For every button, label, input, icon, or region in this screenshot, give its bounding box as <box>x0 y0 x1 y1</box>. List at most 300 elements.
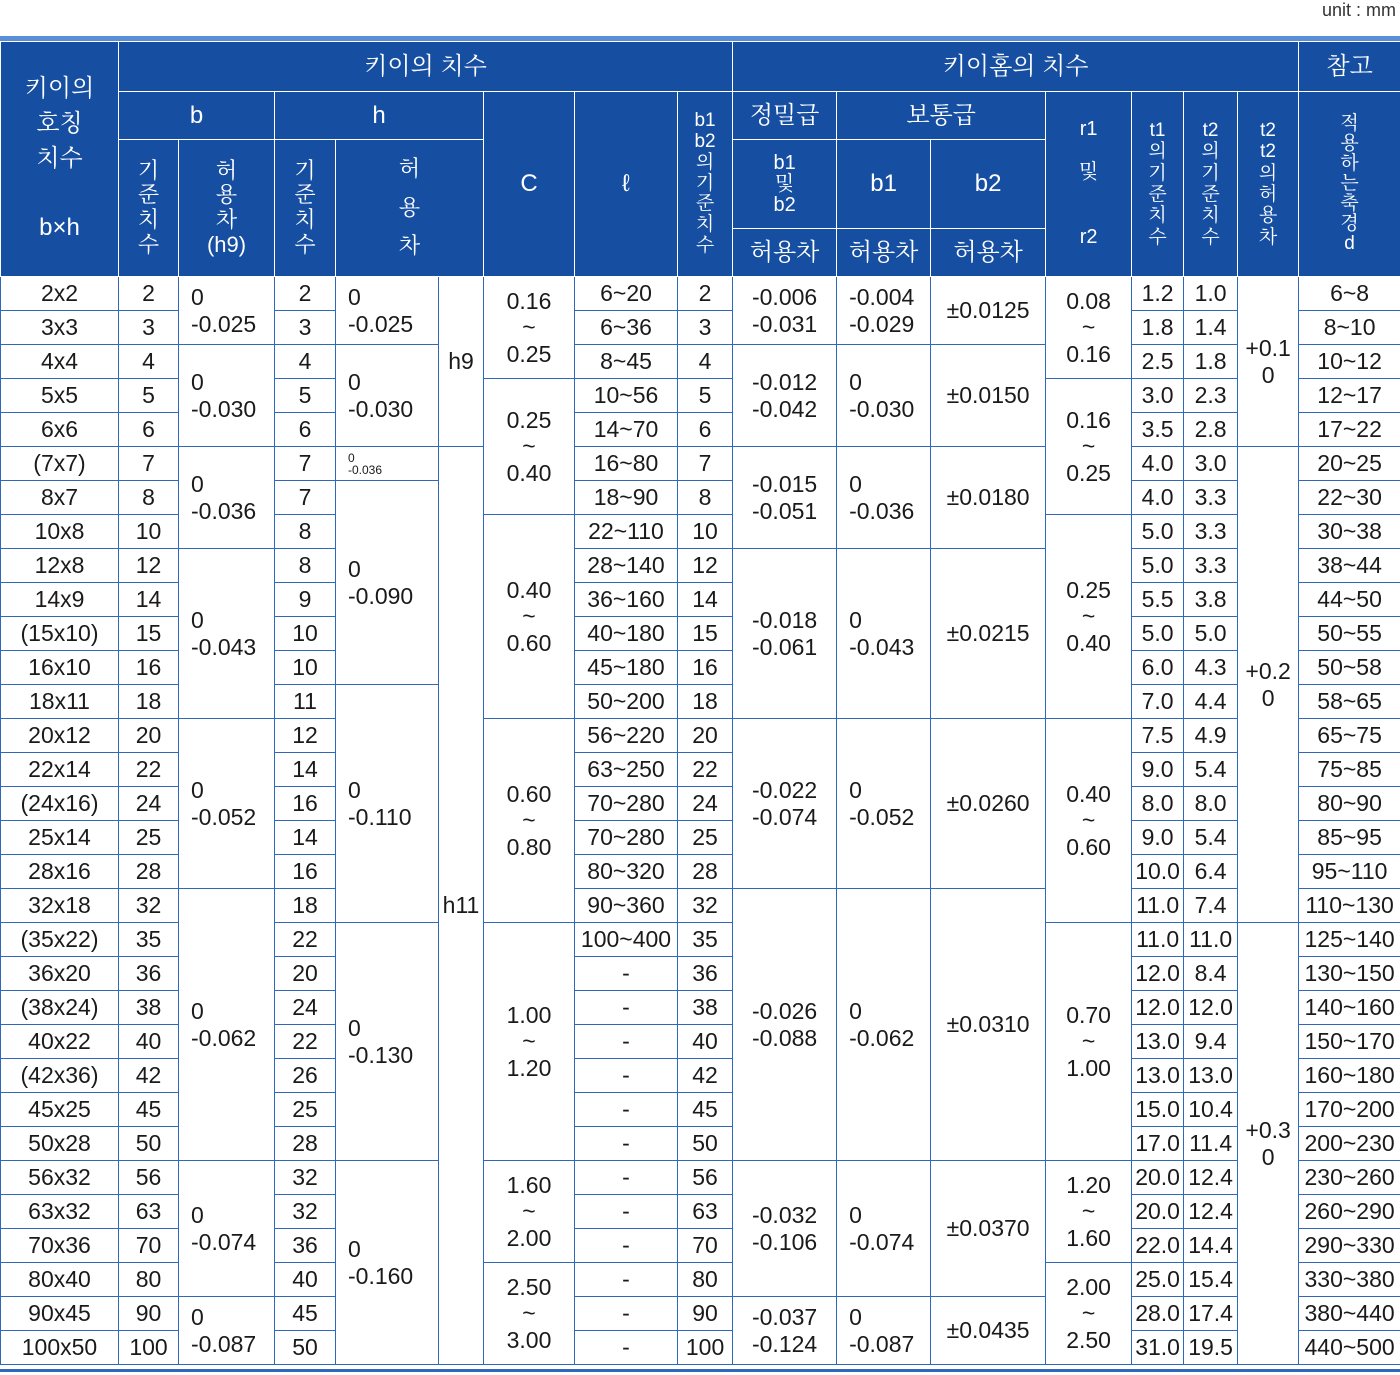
cell-h-base: 14 <box>275 821 336 855</box>
cell-precision-tolerance: -0.018 -0.061 <box>733 549 837 719</box>
cell-key-size: 45x25 <box>1 1093 119 1127</box>
cell-h-class: h9 <box>439 277 484 447</box>
cell-shaft-diameter: 140~160 <box>1299 991 1400 1025</box>
cell-key-size: 100x50 <box>1 1331 119 1365</box>
cell-h-tolerance: 0 -0.030 <box>336 345 439 447</box>
header-normal-b1-sub <box>837 140 931 277</box>
cell-h-tolerance: 0 -0.036 <box>336 447 439 481</box>
cell-t2-base: 19.5 <box>1184 1331 1238 1365</box>
cell-shaft-diameter: 44~50 <box>1299 583 1400 617</box>
cell-length-l: 6~36 <box>575 311 678 345</box>
cell-t2-base: 15.4 <box>1184 1263 1238 1297</box>
cell-b1b2-base: 35 <box>678 923 733 957</box>
cell-b-tolerance: 0 -0.087 <box>179 1297 275 1365</box>
cell-normal-b2-tolerance: ±0.0260 <box>931 719 1046 889</box>
cell-t1-base: 10.0 <box>1132 855 1184 889</box>
cell-length-l: - <box>575 1263 678 1297</box>
cell-radius-r: 0.08 ~ 0.16 <box>1046 277 1132 379</box>
cell-b-base: 7 <box>119 447 179 481</box>
cell-h-base: 18 <box>275 889 336 923</box>
cell-b-base: 16 <box>119 651 179 685</box>
cell-t2-base: 2.8 <box>1184 413 1238 447</box>
cell-t2-base: 12.4 <box>1184 1161 1238 1195</box>
cell-t1-base: 7.0 <box>1132 685 1184 719</box>
cell-precision-tolerance: -0.006 -0.031 <box>733 277 837 345</box>
cell-h-base: 26 <box>275 1059 336 1093</box>
cell-h-base: 11 <box>275 685 336 719</box>
cell-t2-base: 5.4 <box>1184 821 1238 855</box>
cell-b1b2-base: 80 <box>678 1263 733 1297</box>
table-row <box>1 1297 1400 1331</box>
cell-b1b2-base: 42 <box>678 1059 733 1093</box>
cell-h-base: 24 <box>275 991 336 1025</box>
cell-shaft-diameter: 30~38 <box>1299 515 1400 549</box>
cell-b1b2-base: 6 <box>678 413 733 447</box>
cell-b1b2-base: 20 <box>678 719 733 753</box>
cell-precision-tolerance: -0.026 -0.088 <box>733 889 837 1161</box>
cell-b1b2-base: 45 <box>678 1093 733 1127</box>
cell-b1b2-base: 18 <box>678 685 733 719</box>
header-b-base: 기 준 치 수 <box>119 140 179 277</box>
cell-precision-tolerance: -0.012 -0.042 <box>733 345 837 447</box>
cell-t1-base: 4.0 <box>1132 481 1184 515</box>
header-groove-dims: 키이홈의 치수 <box>733 42 1299 92</box>
cell-key-size: 28x16 <box>1 855 119 889</box>
table-row <box>1 345 1400 379</box>
cell-h-tolerance: 0 -0.090 <box>336 481 439 685</box>
cell-key-size: 80x40 <box>1 1263 119 1297</box>
cell-radius-r: 1.20 ~ 1.60 <box>1046 1161 1132 1263</box>
cell-b-base: 38 <box>119 991 179 1025</box>
cell-length-l: 80~320 <box>575 855 678 889</box>
cell-t2-base: 10.4 <box>1184 1093 1238 1127</box>
header-key-dims: 키이의 치수 <box>119 42 733 92</box>
cell-precision-tolerance: -0.032 -0.106 <box>733 1161 837 1297</box>
cell-shaft-diameter: 110~130 <box>1299 889 1400 923</box>
cell-h-base: 50 <box>275 1331 336 1365</box>
cell-b-base: 5 <box>119 379 179 413</box>
cell-t2-base: 1.0 <box>1184 277 1238 311</box>
cell-key-size: (42x36) <box>1 1059 119 1093</box>
cell-b-base: 100 <box>119 1331 179 1365</box>
header-t1-base: t1 의 기 준 치 수 <box>1132 92 1184 277</box>
cell-h-base: 28 <box>275 1127 336 1161</box>
cell-t2-base: 3.0 <box>1184 447 1238 481</box>
cell-shaft-diameter: 38~44 <box>1299 549 1400 583</box>
cell-key-size: 50x28 <box>1 1127 119 1161</box>
cell-b-tolerance: 0 -0.074 <box>179 1161 275 1297</box>
header-normal-b1-tol: 허용차 <box>848 239 919 266</box>
cell-key-size: 40x22 <box>1 1025 119 1059</box>
header-c: C <box>484 92 575 277</box>
cell-chamfer-c: 0.40 ~ 0.60 <box>484 515 575 719</box>
header-b1-and-b2: b1 및 b2 <box>733 140 836 229</box>
cell-b-base: 6 <box>119 413 179 447</box>
cell-t-tolerance: +0.3 0 <box>1238 923 1299 1365</box>
table-body <box>1 277 1400 1365</box>
cell-length-l: 16~80 <box>575 447 678 481</box>
cell-normal-b1-tolerance: 0 -0.074 <box>837 1161 931 1297</box>
cell-h-class: h11 <box>439 447 484 1365</box>
header-r1r2: r1 및 r2 <box>1046 92 1132 277</box>
cell-radius-r: 0.16 ~ 0.25 <box>1046 379 1132 515</box>
cell-length-l: 22~110 <box>575 515 678 549</box>
cell-normal-b2-tolerance: ±0.0215 <box>931 549 1046 719</box>
cell-h-base: 20 <box>275 957 336 991</box>
cell-b-base: 50 <box>119 1127 179 1161</box>
cell-key-size: 2x2 <box>1 277 119 311</box>
cell-b-tolerance: 0 -0.025 <box>179 277 275 345</box>
cell-t1-base: 5.0 <box>1132 515 1184 549</box>
cell-b-tolerance: 0 -0.036 <box>179 447 275 549</box>
cell-h-base: 7 <box>275 481 336 515</box>
cell-t2-base: 4.9 <box>1184 719 1238 753</box>
table-row <box>1 277 1400 311</box>
cell-t1-base: 1.8 <box>1132 311 1184 345</box>
cell-t2-base: 4.4 <box>1184 685 1238 719</box>
cell-b-base: 3 <box>119 311 179 345</box>
cell-key-size: 63x32 <box>1 1195 119 1229</box>
cell-normal-b2-tolerance: ±0.0435 <box>931 1297 1046 1365</box>
cell-length-l: 10~56 <box>575 379 678 413</box>
cell-key-size: (38x24) <box>1 991 119 1025</box>
cell-length-l: - <box>575 1297 678 1331</box>
cell-shaft-diameter: 65~75 <box>1299 719 1400 753</box>
cell-length-l: - <box>575 1229 678 1263</box>
header-h-tol: 허 용 차 <box>336 140 484 277</box>
cell-t1-base: 22.0 <box>1132 1229 1184 1263</box>
cell-b-base: 14 <box>119 583 179 617</box>
cell-h-base: 4 <box>275 345 336 379</box>
cell-chamfer-c: 1.60 ~ 2.00 <box>484 1161 575 1263</box>
cell-h-base: 7 <box>275 447 336 481</box>
cell-t1-base: 11.0 <box>1132 889 1184 923</box>
header-normal: 보통급 <box>837 92 1046 140</box>
cell-h-base: 3 <box>275 311 336 345</box>
cell-normal-b2-tolerance: ±0.0150 <box>931 345 1046 447</box>
cell-normal-b1-tolerance: 0 -0.036 <box>837 447 931 549</box>
cell-key-size: 12x8 <box>1 549 119 583</box>
cell-shaft-diameter: 125~140 <box>1299 923 1400 957</box>
cell-t1-base: 9.0 <box>1132 753 1184 787</box>
cell-b-base: 2 <box>119 277 179 311</box>
cell-shaft-diameter: 150~170 <box>1299 1025 1400 1059</box>
cell-h-base: 40 <box>275 1263 336 1297</box>
cell-b-base: 25 <box>119 821 179 855</box>
cell-t2-base: 6.4 <box>1184 855 1238 889</box>
cell-t1-base: 20.0 <box>1132 1195 1184 1229</box>
cell-b-base: 32 <box>119 889 179 923</box>
cell-chamfer-c: 0.25 ~ 0.40 <box>484 379 575 515</box>
cell-key-size: (35x22) <box>1 923 119 957</box>
cell-length-l: 90~360 <box>575 889 678 923</box>
cell-chamfer-c: 0.60 ~ 0.80 <box>484 719 575 923</box>
cell-length-l: - <box>575 957 678 991</box>
header-normal-b1: b1 <box>837 140 930 229</box>
cell-h-tolerance: 0 -0.130 <box>336 923 439 1161</box>
cell-length-l: 6~20 <box>575 277 678 311</box>
header-b1b2-base: b1 b2 의 기 준 치 수 <box>678 92 733 277</box>
cell-t2-base: 13.0 <box>1184 1059 1238 1093</box>
cell-b1b2-base: 25 <box>678 821 733 855</box>
cell-b1b2-base: 40 <box>678 1025 733 1059</box>
cell-b1b2-base: 90 <box>678 1297 733 1331</box>
cell-t2-base: 11.4 <box>1184 1127 1238 1161</box>
cell-t2-base: 3.3 <box>1184 515 1238 549</box>
cell-b-base: 36 <box>119 957 179 991</box>
cell-key-size: 8x7 <box>1 481 119 515</box>
cell-t1-base: 11.0 <box>1132 923 1184 957</box>
cell-key-size: 16x10 <box>1 651 119 685</box>
cell-b-tolerance: 0 -0.062 <box>179 889 275 1161</box>
cell-b-base: 8 <box>119 481 179 515</box>
cell-shaft-diameter: 95~110 <box>1299 855 1400 889</box>
cell-b1b2-base: 3 <box>678 311 733 345</box>
cell-b-tolerance: 0 -0.043 <box>179 549 275 719</box>
cell-t2-base: 3.3 <box>1184 549 1238 583</box>
cell-length-l: 28~140 <box>575 549 678 583</box>
cell-shaft-diameter: 380~440 <box>1299 1297 1400 1331</box>
cell-t2-base: 7.4 <box>1184 889 1238 923</box>
cell-t1-base: 17.0 <box>1132 1127 1184 1161</box>
cell-b-base: 20 <box>119 719 179 753</box>
cell-b-tolerance: 0 -0.030 <box>179 345 275 447</box>
cell-b1b2-base: 10 <box>678 515 733 549</box>
cell-t-tolerance: +0.2 0 <box>1238 447 1299 923</box>
cell-b1b2-base: 12 <box>678 549 733 583</box>
cell-h-base: 6 <box>275 413 336 447</box>
table-row <box>1 719 1400 753</box>
header-t-tol: t2 t2 의 허 용 차 <box>1238 92 1299 277</box>
cell-b1b2-base: 22 <box>678 753 733 787</box>
cell-b1b2-base: 7 <box>678 447 733 481</box>
cell-h-base: 25 <box>275 1093 336 1127</box>
cell-h-base: 5 <box>275 379 336 413</box>
cell-radius-r: 2.00 ~ 2.50 <box>1046 1263 1132 1365</box>
cell-normal-b1-tolerance: 0 -0.043 <box>837 549 931 719</box>
cell-shaft-diameter: 160~180 <box>1299 1059 1400 1093</box>
cell-b1b2-base: 63 <box>678 1195 733 1229</box>
cell-t1-base: 3.0 <box>1132 379 1184 413</box>
cell-t2-base: 5.0 <box>1184 617 1238 651</box>
cell-t1-base: 31.0 <box>1132 1331 1184 1365</box>
cell-h-base: 22 <box>275 1025 336 1059</box>
cell-key-size: (7x7) <box>1 447 119 481</box>
cell-h-base: 36 <box>275 1229 336 1263</box>
cell-key-size: 70x36 <box>1 1229 119 1263</box>
cell-chamfer-c: 1.00 ~ 1.20 <box>484 923 575 1161</box>
cell-length-l: 40~180 <box>575 617 678 651</box>
cell-b1b2-base: 38 <box>678 991 733 1025</box>
cell-h-base: 16 <box>275 855 336 889</box>
header-b: b <box>119 92 275 140</box>
cell-t2-base: 8.0 <box>1184 787 1238 821</box>
cell-shaft-diameter: 22~30 <box>1299 481 1400 515</box>
cell-key-size: 18x11 <box>1 685 119 719</box>
cell-t2-base: 12.0 <box>1184 991 1238 1025</box>
cell-b-base: 35 <box>119 923 179 957</box>
header-b-tol: 허 용 차 (h9) <box>179 140 275 277</box>
cell-b-base: 10 <box>119 515 179 549</box>
cell-t1-base: 20.0 <box>1132 1161 1184 1195</box>
cell-key-size: 5x5 <box>1 379 119 413</box>
cell-length-l: - <box>575 991 678 1025</box>
cell-b-base: 22 <box>119 753 179 787</box>
key-dimension-table <box>0 41 1400 1365</box>
cell-t2-base: 9.4 <box>1184 1025 1238 1059</box>
cell-length-l: 56~220 <box>575 719 678 753</box>
cell-shaft-diameter: 10~12 <box>1299 345 1400 379</box>
cell-t1-base: 2.5 <box>1132 345 1184 379</box>
cell-b1b2-base: 56 <box>678 1161 733 1195</box>
cell-shaft-diameter: 170~200 <box>1299 1093 1400 1127</box>
header-precision: 정밀급 <box>733 92 837 140</box>
cell-t1-base: 13.0 <box>1132 1025 1184 1059</box>
cell-radius-r: 0.25 ~ 0.40 <box>1046 515 1132 719</box>
cell-h-base: 14 <box>275 753 336 787</box>
cell-length-l: 50~200 <box>575 685 678 719</box>
cell-normal-b2-tolerance: ±0.0310 <box>931 889 1046 1161</box>
cell-shaft-diameter: 85~95 <box>1299 821 1400 855</box>
cell-key-size: 14x9 <box>1 583 119 617</box>
cell-b1b2-base: 50 <box>678 1127 733 1161</box>
cell-shaft-diameter: 50~58 <box>1299 651 1400 685</box>
cell-normal-b1-tolerance: 0 -0.062 <box>837 889 931 1161</box>
cell-h-tolerance: 0 -0.025 <box>336 277 439 345</box>
cell-b-base: 12 <box>119 549 179 583</box>
cell-h-base: 32 <box>275 1195 336 1229</box>
cell-shaft-diameter: 440~500 <box>1299 1331 1400 1365</box>
cell-length-l: 18~90 <box>575 481 678 515</box>
cell-length-l: 70~280 <box>575 787 678 821</box>
cell-b1b2-base: 8 <box>678 481 733 515</box>
cell-b-base: 56 <box>119 1161 179 1195</box>
cell-b-base: 63 <box>119 1195 179 1229</box>
table-row <box>1 549 1400 583</box>
cell-t1-base: 28.0 <box>1132 1297 1184 1331</box>
cell-h-base: 10 <box>275 651 336 685</box>
cell-h-base: 8 <box>275 515 336 549</box>
bottom-rule <box>0 1369 1400 1372</box>
cell-normal-b2-tolerance: ±0.0370 <box>931 1161 1046 1297</box>
header-precision-sub <box>733 140 837 277</box>
cell-h-base: 8 <box>275 549 336 583</box>
header-t2-base: t2 의 기 준 치 수 <box>1184 92 1238 277</box>
cell-b-base: 18 <box>119 685 179 719</box>
cell-shaft-diameter: 80~90 <box>1299 787 1400 821</box>
cell-key-size: 6x6 <box>1 413 119 447</box>
cell-t2-base: 14.4 <box>1184 1229 1238 1263</box>
cell-h-tolerance: 0 -0.110 <box>336 685 439 923</box>
cell-t1-base: 5.0 <box>1132 549 1184 583</box>
cell-t1-base: 5.0 <box>1132 617 1184 651</box>
cell-b1b2-base: 28 <box>678 855 733 889</box>
unit-label: unit : mm <box>1321 0 1396 20</box>
cell-shaft-diameter: 290~330 <box>1299 1229 1400 1263</box>
cell-t2-base: 1.4 <box>1184 311 1238 345</box>
header-normal-b2-sub <box>931 140 1046 277</box>
cell-b-tolerance: 0 -0.052 <box>179 719 275 889</box>
cell-radius-r: 0.40 ~ 0.60 <box>1046 719 1132 923</box>
cell-t1-base: 7.5 <box>1132 719 1184 753</box>
cell-key-size: 3x3 <box>1 311 119 345</box>
cell-t1-base: 8.0 <box>1132 787 1184 821</box>
cell-chamfer-c: 2.50 ~ 3.00 <box>484 1263 575 1365</box>
cell-key-size: (24x16) <box>1 787 119 821</box>
cell-shaft-diameter: 50~55 <box>1299 617 1400 651</box>
cell-key-size: 10x8 <box>1 515 119 549</box>
header-reference: 참고 <box>1299 42 1400 92</box>
cell-shaft-diameter: 58~65 <box>1299 685 1400 719</box>
cell-chamfer-c: 0.16 ~ 0.25 <box>484 277 575 379</box>
cell-t1-base: 15.0 <box>1132 1093 1184 1127</box>
cell-length-l: 8~45 <box>575 345 678 379</box>
cell-key-size: 22x14 <box>1 753 119 787</box>
cell-key-size: 90x45 <box>1 1297 119 1331</box>
cell-key-size: 4x4 <box>1 345 119 379</box>
cell-shaft-diameter: 6~8 <box>1299 277 1400 311</box>
cell-normal-b2-tolerance: ±0.0125 <box>931 277 1046 345</box>
table-row <box>1 447 1400 481</box>
cell-key-size: 25x14 <box>1 821 119 855</box>
header-normal-b2: b2 <box>931 140 1045 229</box>
cell-t1-base: 12.0 <box>1132 991 1184 1025</box>
cell-t2-base: 11.0 <box>1184 923 1238 957</box>
cell-t1-base: 1.2 <box>1132 277 1184 311</box>
cell-b-base: 70 <box>119 1229 179 1263</box>
cell-t1-base: 25.0 <box>1132 1263 1184 1297</box>
cell-shaft-diameter: 17~22 <box>1299 413 1400 447</box>
cell-t1-base: 4.0 <box>1132 447 1184 481</box>
cell-key-size: 32x18 <box>1 889 119 923</box>
cell-length-l: - <box>575 1127 678 1161</box>
cell-length-l: 45~180 <box>575 651 678 685</box>
cell-key-size: 36x20 <box>1 957 119 991</box>
cell-length-l: 70~280 <box>575 821 678 855</box>
cell-length-l: - <box>575 1093 678 1127</box>
cell-precision-tolerance: -0.022 -0.074 <box>733 719 837 889</box>
cell-b-base: 45 <box>119 1093 179 1127</box>
cell-b1b2-base: 15 <box>678 617 733 651</box>
header-normal-b2-tol: 허용차 <box>953 239 1023 266</box>
cell-normal-b1-tolerance: 0 -0.052 <box>837 719 931 889</box>
cell-t1-base: 3.5 <box>1132 413 1184 447</box>
cell-t2-base: 2.3 <box>1184 379 1238 413</box>
cell-t1-base: 5.5 <box>1132 583 1184 617</box>
cell-t2-base: 4.3 <box>1184 651 1238 685</box>
cell-shaft-diameter: 12~17 <box>1299 379 1400 413</box>
cell-length-l: - <box>575 1331 678 1365</box>
header-h-base: 기 준 치 수 <box>275 140 336 277</box>
cell-length-l: - <box>575 1195 678 1229</box>
cell-h-base: 9 <box>275 583 336 617</box>
cell-t2-base: 3.3 <box>1184 481 1238 515</box>
cell-b1b2-base: 16 <box>678 651 733 685</box>
cell-h-base: 16 <box>275 787 336 821</box>
cell-length-l: 36~160 <box>575 583 678 617</box>
cell-b1b2-base: 14 <box>678 583 733 617</box>
header-precision-tol: 허용차 <box>749 239 820 266</box>
cell-t1-base: 6.0 <box>1132 651 1184 685</box>
cell-shaft-diameter: 130~150 <box>1299 957 1400 991</box>
cell-normal-b2-tolerance: ±0.0180 <box>931 447 1046 549</box>
cell-b-base: 40 <box>119 1025 179 1059</box>
cell-b-base: 4 <box>119 345 179 379</box>
cell-normal-b1-tolerance: 0 -0.087 <box>837 1297 931 1365</box>
cell-shaft-diameter: 230~260 <box>1299 1161 1400 1195</box>
cell-normal-b1-tolerance: -0.004 -0.029 <box>837 277 931 345</box>
cell-h-base: 12 <box>275 719 336 753</box>
